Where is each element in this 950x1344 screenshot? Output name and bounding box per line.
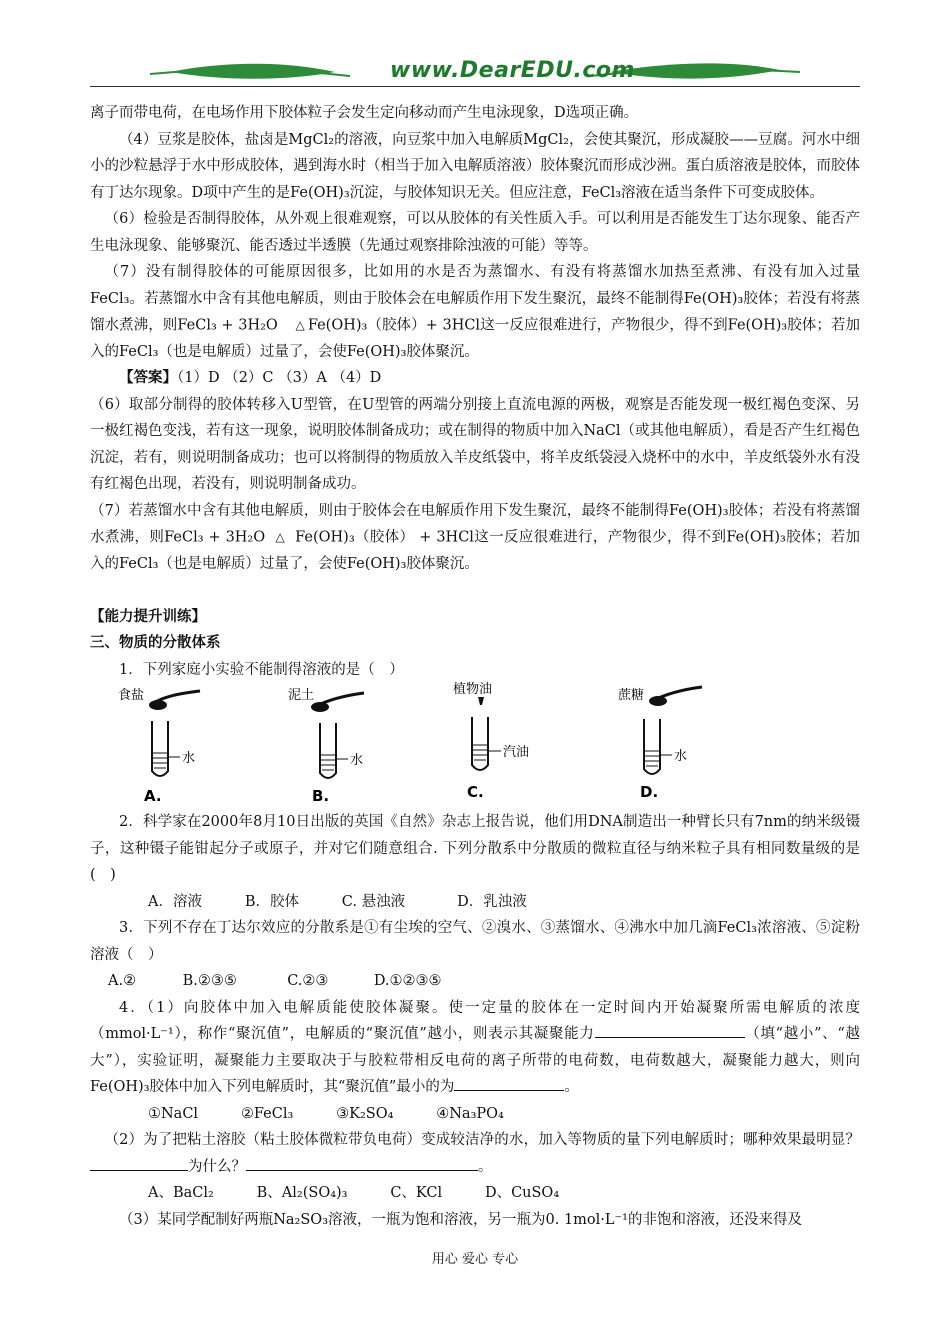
figure-d <box>610 685 730 805</box>
answer-6: （6）取部分制得的胶体转移入U型管，在U型管的两端分别接上直流电源的两极，观察是否能发现一极红褐色变深、另一极红褐色变浅，若有这一现象，说明胶体制备成功；或在制得的物质中加入NaCl（或其他电解质），看是否产生红褐色沉淀，若有，则说明制备成功；也可以将制得的物质放入羊皮纸袋中，将羊皮纸袋浸入烧杯中的水中，羊皮纸袋外水有没有红褐色出现，若没有，则说明制备成功。 <box>90 396 860 493</box>
figure-b-option-label: B. <box>312 787 330 805</box>
spacer <box>90 578 860 604</box>
q4-blank-3[interactable] <box>90 1156 188 1171</box>
q2-option-c: C. 悬浊液 <box>341 893 406 910</box>
answer-7-part1: （7）若蒸馏水中含有其他电解质，则由于胶体会在电解质作用下发生聚沉，最终不能制得Fe(OH)₃胶体；若没有将蒸馏水煮沸，则FeCl₃ + 3H₂O <box>90 502 860 546</box>
page-header <box>90 58 860 98</box>
q2-option-b: B．胶体 <box>244 893 299 910</box>
header-rule <box>90 86 860 87</box>
q4-part1-end: 。 <box>564 1079 579 1095</box>
q1-figures <box>90 682 860 805</box>
q3-option-d: D.①②③⑤ <box>373 973 442 989</box>
answer-7 <box>90 498 860 578</box>
figure-c <box>445 679 565 799</box>
q4-part2-text-b: 为什么？ <box>188 1158 246 1175</box>
q3-option-b: B.②③⑤ <box>182 973 237 989</box>
answer-text: （1）D （2）C （3）A （4）D <box>177 370 382 387</box>
q4-option-1: ①NaCl <box>148 1105 199 1122</box>
paragraph-7 <box>90 259 860 365</box>
q3-options <box>90 968 860 995</box>
paragraph-6: （6）检验是否制得胶体，从外观上很难观察，可以从胶体的有关性质入手。可以利用是否能发生丁达尔现象、能否产生电泳现象、能够聚沉、能否透过半透膜（先通过观察排除浊液的可能）等等。 <box>90 211 860 254</box>
figure-b <box>280 685 400 805</box>
test-tube-b-icon <box>280 685 400 805</box>
q4-option-b: B、Al₂(SO₄)₃ <box>256 1185 348 1201</box>
figure-a-top-label: 食盐 <box>118 688 145 703</box>
q4-part1-text-b: （填“越小”、“越大”），实验证明，凝聚能力主要取决于与胶粒带相反电荷的离子所带的电荷数，电荷数越大，凝聚能力越大，则向Fe(OH)₃胶体中加入下列电解质时，其“聚沉值”最小的为 <box>90 1026 860 1095</box>
q4-option-c: C、KCl <box>390 1185 443 1201</box>
figure-c-side-label: 汽油 <box>503 745 530 760</box>
q2-option-a: A．溶液 <box>148 893 202 910</box>
test-tube-c-icon <box>445 679 565 805</box>
training-title: 【能力提升训练】 <box>90 607 206 625</box>
q4-part2-end: 。 <box>478 1158 493 1175</box>
figure-c-top-label: 植物油 <box>453 682 493 697</box>
q4-option-3: ③K₂SO₄ <box>336 1105 394 1122</box>
answer-label: 【答案】 <box>119 369 177 387</box>
q3-option-a: A.② <box>108 973 137 989</box>
heat-equilibrium-symbol: △ <box>295 318 305 332</box>
site-logo: www.DearEDU.com <box>390 58 635 83</box>
figure-a-side-label: 水 <box>182 751 196 766</box>
paragraph-1: 离子而带电荷，在电场作用下胶体粒子会发生定向移动而产生电泳现象，D选项正确。 <box>90 105 639 121</box>
q4-part2-text-a: （2）为了把粘土溶胶（粘土胶体微粒带负电荷）变成较洁净的水，加入等物质的量下列电解质时；哪种效果最明显？ <box>104 1132 860 1148</box>
q4-option-4: ④Na₃PO₄ <box>436 1105 504 1122</box>
q4-option-d: D、CuSO₄ <box>484 1185 560 1201</box>
q2-stem: 2．科学家在2000年8月10日出版的英国《自然》杂志上报告说，他们用DNA制造出一种臂长只有7nm的纳米级镊子，这种镊子能钳起分子或原子，并对它们随意组合. 下列分散系中分散质的微粒直径与纳米粒子具有相同数量级的是( ) <box>90 814 860 883</box>
q4-part1-text-a: 4．（1）向胶体中加入电解质能使胶体凝聚。使一定量的胶体在一定时间内开始凝聚所需电解质的浓度（mmol·L⁻¹），称作“聚沉值”，电解质的“聚沉值”越小，则表示其凝聚能力 <box>90 999 860 1042</box>
test-tube-a-icon <box>110 685 230 805</box>
q4-option-2: ②FeCl₃ <box>240 1105 294 1122</box>
figure-b-top-label: 泥土 <box>288 688 315 703</box>
figure-b-side-label: 水 <box>350 753 364 768</box>
answer-7-part2: Fe(OH)₃（胶体） + 3HCl这一反应很难进行，产物很少，得不到Fe(OH)₃胶体；若加入的FeCl₃（也是电解质）过量了，会使Fe(OH)₃胶体聚沉。 <box>90 529 860 572</box>
chapter-title: 三、物质的分散体系 <box>90 634 221 651</box>
q1-stem: 1．下列家庭小实验不能制得溶液的是（ ） <box>119 661 404 678</box>
paragraph-7-part2: Fe(OH)₃（胶体）+ 3HCl这一反应很难进行，产物很少，得不到Fe(OH)₃胶体；若加入的FeCl₃（也是电解质）过量了，会使Fe(OH)₃胶体聚沉。 <box>90 317 860 360</box>
q4-blank-2[interactable] <box>454 1076 564 1091</box>
q4-blank-4[interactable] <box>246 1156 478 1171</box>
figure-a-option-label: A. <box>144 787 162 805</box>
q4-blank-1[interactable] <box>595 1023 745 1038</box>
figure-d-option-label: D. <box>640 783 659 801</box>
paragraph-4: （4）豆浆是胶体，盐卤是MgCl₂的溶液，向豆浆中加入电解质MgCl₂，会使其聚沉，形成凝胶——豆腐。河水中细小的沙粒悬浮于水中形成胶体，遇到海水时（相当于加入电解质溶液）胶体聚沉而形成沙洲。蛋白质溶液是胶体，而胶体有丁达尔现象。D项中产生的是Fe(OH)₃沉淀，与胶体知识无关。但应注意，FeCl₃溶液在适当条件下可变成胶体。 <box>90 131 860 201</box>
heat-equilibrium-symbol: △ <box>275 530 285 545</box>
answer-line <box>90 365 860 392</box>
q3-option-c: C.②③ <box>287 973 329 989</box>
q4-part1 <box>90 995 860 1101</box>
q4-options-2 <box>90 1180 860 1207</box>
q2-options <box>90 889 860 916</box>
figure-d-side-label: 水 <box>674 749 688 764</box>
q4-part3: （3）某同学配制好两瓶Na₂SO₃溶液，一瓶为饱和溶液，另一瓶为0. 1mol·L⁻¹的非饱和溶液，还没来得及 <box>119 1211 802 1228</box>
q4-part2 <box>90 1127 860 1180</box>
document-body <box>90 100 860 1233</box>
q4-option-a: A、BaCl₂ <box>148 1185 214 1201</box>
q2-option-d: D．乳浊液 <box>457 893 527 910</box>
figure-a <box>110 685 230 805</box>
page-footer: 用心 爱心 专心 <box>431 1252 519 1267</box>
paragraph-7-part1: （7）没有制得胶体的可能原因很多，比如用的水是否为蒸馏水、有没有将蒸馏水加热至煮沸、有没有加入过量FeCl₃。若蒸馏水中含有其他电解质，则由于胶体会在电解质作用下发生聚沉，最终不能制得Fe(OH)₃胶体；若没有将蒸馏水煮沸，则FeCl₃ + 3H₂O <box>90 264 860 334</box>
figure-c-option-label: C. <box>467 783 484 801</box>
test-tube-d-icon <box>610 685 730 805</box>
q4-options-1 <box>90 1101 860 1128</box>
q3-stem: 3．下列不存在丁达尔效应的分散系是①有尘埃的空气、②溴水、③蒸馏水、④沸水中加几滴FeCl₃浓溶液、⑤淀粉溶液（ ） <box>90 920 860 963</box>
figure-d-top-label: 蔗糖 <box>618 688 645 703</box>
